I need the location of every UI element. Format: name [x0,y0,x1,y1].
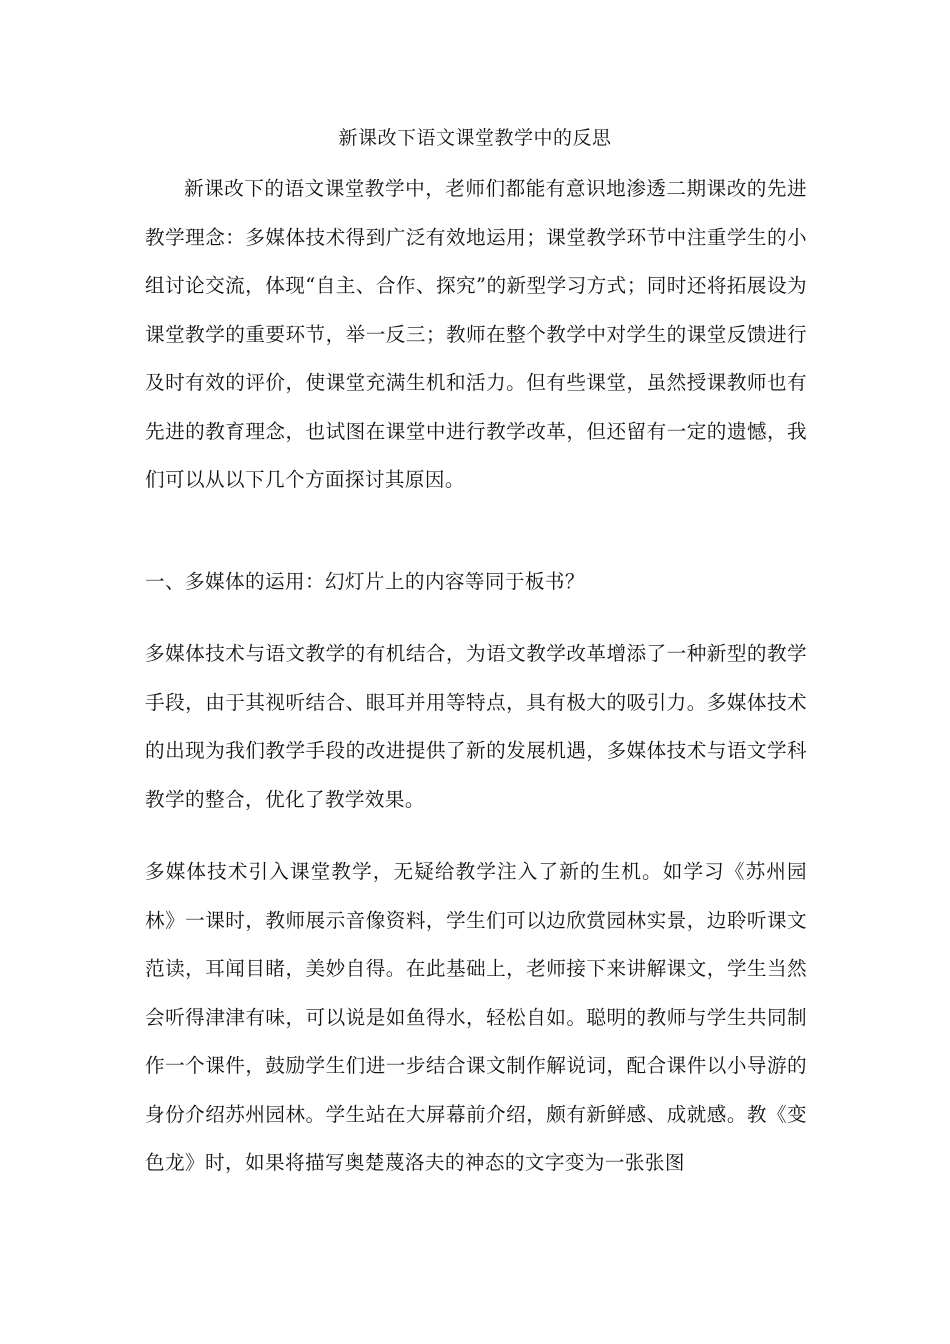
intro-paragraph: 新课改下的语文课堂教学中，老师们都能有意识地渗透二期课改的先进教学理念：多媒体技术得到广泛有效地运用；课堂教学环节中注重学生的小组讨论交流，体现“自主、合作、探究”的新型学习方式；同时还将拓展设为课堂教学的重要环节，举一反三；教师在整个教学中对学生的课堂反馈进行及时有效的评价，使课堂充满生机和活力。但有些课堂，虽然授课教师也有先进的教育理念，也试图在课堂中进行教学改革，但还留有一定的遗憾，我们可以从以下几个方面探讨其原因。 [145,177,807,491]
body-paragraph: 多媒体技术引入课堂教学，无疑给教学注入了新的生机。如学习《苏州园林》一课时，教师展示音像资料，学生们可以边欣赏园林实景，边聆听课文范读，耳闻目睹，美妙自得。在此基础上，老师接下来讲解课文，学生当然会听得津津有味，可以说是如鱼得水，轻松自如。聪明的教师与学生共同制作一个课件，鼓励学生们进一步结合课文制作解说词，配合课件以小导游的身份介绍苏州园林。学生站在大屏幕前介绍，颇有新鲜感、成就感。教《变色龙》时，如果将描写奥楚蔑洛夫的神态的文字变为一张张图 [145,860,807,1174]
section-heading: 一、多媒体的运用：幻灯片上的内容等同于板书？ [145,570,585,593]
document-title: 新课改下语文课堂教学中的反思 [338,127,612,149]
body-paragraph: 多媒体技术与语文教学的有机结合，为语文教学改革增添了一种新型的教学手段，由于其视听结合、眼耳并用等特点，具有极大的吸引力。多媒体技术的出现为我们教学手段的改进提供了新的发展机遇，多媒体技术与语文学科教学的整合，优化了教学效果。 [145,642,807,811]
